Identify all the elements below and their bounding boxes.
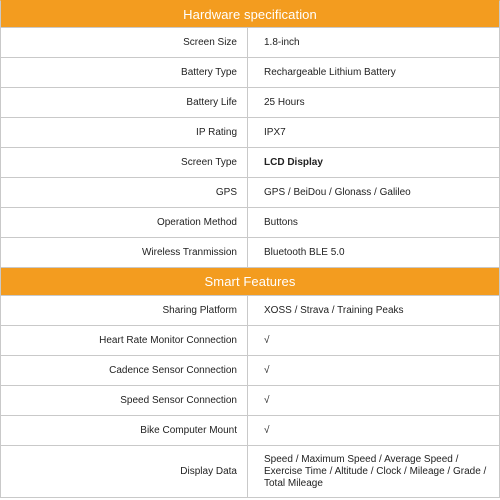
spec-label: Heart Rate Monitor Connection [1,326,248,356]
spec-label: GPS [1,178,248,208]
check-icon: √ [248,386,500,416]
table-row [1,446,500,498]
table-row [1,326,500,356]
spec-value: Speed / Maximum Speed / Average Speed / Exercise Time / Altitude / Clock / Mileage / Grade / Total Mileage [248,446,500,498]
spec-label: Operation Method [1,208,248,238]
table-row [1,386,500,416]
spec-label: Wireless Tranmission [1,238,248,268]
hardware-section-title: Hardware specification [0,0,500,27]
table-row [1,88,500,118]
table-row [1,28,500,58]
smart-features-table [0,295,500,498]
spec-value: 25 Hours [248,88,500,118]
spec-value: LCD Display [248,148,500,178]
spec-label: Sharing Platform [1,296,248,326]
spec-label: Screen Size [1,28,248,58]
table-row [1,296,500,326]
spec-label: Cadence Sensor Connection [1,356,248,386]
spec-value: XOSS / Strava / Training Peaks [248,296,500,326]
spec-label: Speed Sensor Connection [1,386,248,416]
table-row [1,416,500,446]
table-row [1,178,500,208]
smart-features-section-title: Smart Features [0,268,500,295]
spec-label: Display Data [1,446,248,498]
table-row [1,238,500,268]
table-row [1,356,500,386]
spec-label: Screen Type [1,148,248,178]
table-row [1,148,500,178]
spec-value: Buttons [248,208,500,238]
spec-value: Bluetooth BLE 5.0 [248,238,500,268]
spec-value: 1.8-inch [248,28,500,58]
spec-value: GPS / BeiDou / Glonass / Galileo [248,178,500,208]
check-icon: √ [248,416,500,446]
spec-label: Battery Life [1,88,248,118]
check-icon: √ [248,356,500,386]
spec-value: Rechargeable Lithium Battery [248,58,500,88]
table-row [1,58,500,88]
spec-value: IPX7 [248,118,500,148]
table-row [1,118,500,148]
hardware-spec-table [0,27,500,268]
spec-label: Battery Type [1,58,248,88]
table-row [1,208,500,238]
spec-label: IP Rating [1,118,248,148]
check-icon: √ [248,326,500,356]
spec-label: Bike Computer Mount [1,416,248,446]
